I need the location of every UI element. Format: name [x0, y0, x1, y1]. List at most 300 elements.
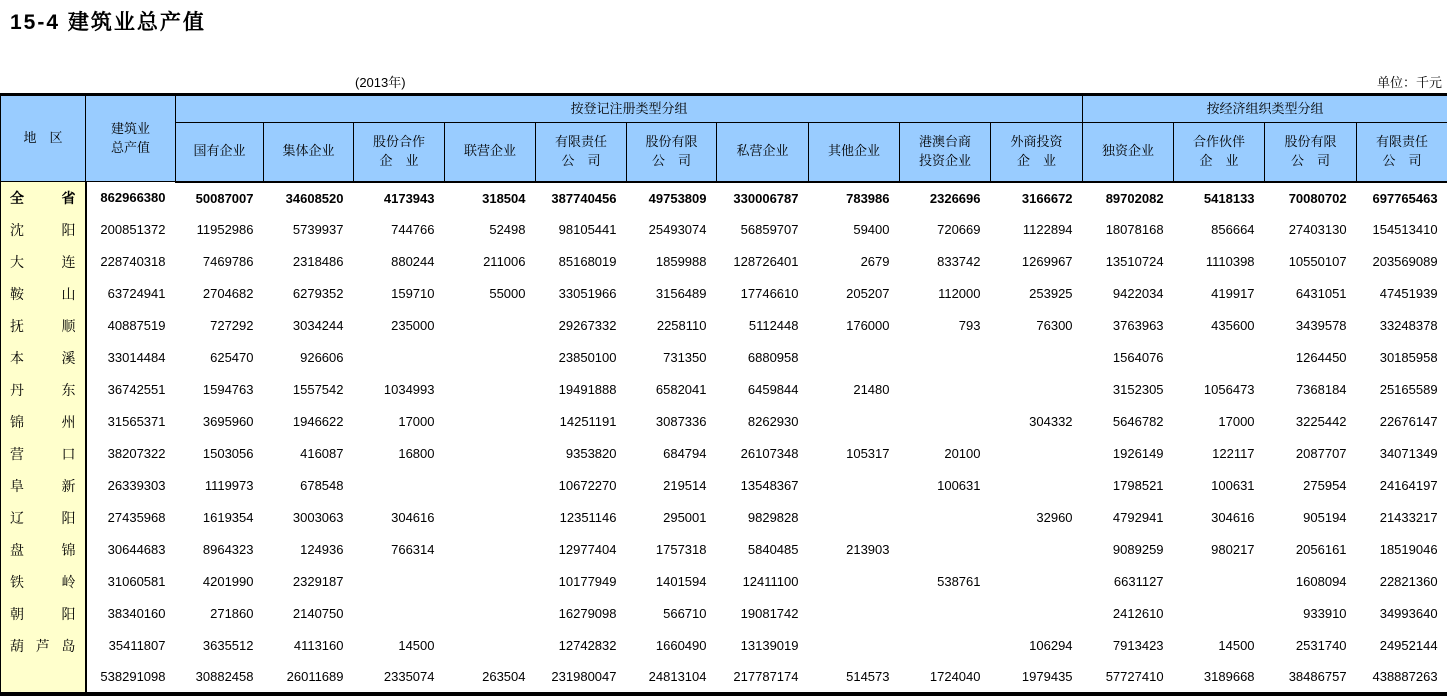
value-cell: 211006: [483, 254, 526, 269]
value-cell: 122117: [1212, 446, 1255, 461]
header-label-line: 企 业: [379, 152, 419, 168]
value-cell: 219514: [663, 478, 707, 493]
value-cell: 684794: [663, 446, 707, 461]
region-char: 营: [10, 445, 24, 462]
header-label-line: 合作伙伴: [1193, 133, 1246, 149]
value-cell: 14251191: [559, 414, 617, 429]
table-row: [1, 470, 1447, 502]
value-cell: 5646782: [1112, 414, 1164, 429]
total-output-column-header: [86, 95, 176, 182]
value-cell: [809, 342, 900, 374]
value-cell: 419917: [1211, 286, 1255, 301]
value-cell: 1564076: [1112, 350, 1164, 365]
value-cell: 1946622: [292, 414, 344, 429]
value-cell: 3034244: [292, 318, 344, 333]
region-name: [1, 508, 85, 528]
region-char: 顺: [61, 317, 76, 334]
value-cell: 3189668: [1203, 669, 1255, 684]
value-cell: 1724040: [929, 669, 981, 684]
value-cell: 33051966: [558, 286, 617, 301]
value-cell: 271860: [210, 606, 254, 621]
region-char: 大: [10, 253, 24, 270]
value-cell: [991, 438, 1083, 470]
column-header-8: [900, 123, 991, 182]
value-cell: 1503056: [202, 446, 254, 461]
value-cell: 25493074: [648, 222, 707, 237]
table-row: [1, 182, 1447, 214]
value-cell: 14500: [1218, 638, 1255, 653]
column-header-9: [991, 123, 1083, 182]
value-cell: 7368184: [1295, 382, 1347, 397]
table-body: [1, 182, 1447, 694]
value-cell: 6431051: [1295, 286, 1347, 301]
value-cell: 720669: [937, 222, 981, 237]
value-cell: 26011689: [286, 669, 344, 684]
page-title: 15-4 建筑业总产值: [10, 11, 206, 34]
region-name: [1, 380, 85, 400]
header-label-line: 股份合作: [372, 133, 425, 149]
region-char: 葫: [10, 637, 24, 654]
value-cell: 57727410: [1105, 669, 1164, 684]
value-cell: 905194: [1303, 510, 1347, 525]
value-cell: 159710: [391, 286, 435, 301]
value-cell: 200851372: [100, 222, 166, 237]
column-header-2: [354, 123, 445, 182]
region-name: [1, 476, 85, 496]
table-row: [1, 502, 1447, 534]
region-cell: [1, 246, 86, 278]
value-cell: 14500: [398, 638, 435, 653]
value-cell: 514573: [846, 669, 890, 684]
value-cell: 50087007: [195, 190, 254, 206]
region-name: [1, 316, 85, 336]
value-cell: 3156489: [655, 286, 707, 301]
region-cell: [1, 598, 86, 630]
value-cell: 1034993: [383, 382, 435, 397]
value-cell: 2318486: [292, 254, 344, 269]
region-char: 朝: [10, 605, 24, 622]
value-cell: [445, 470, 536, 502]
region-cell: [1, 214, 86, 246]
value-cell: 36742551: [107, 382, 166, 397]
value-cell: 731350: [663, 350, 707, 365]
value-cell: 6459844: [747, 382, 799, 397]
table-row: [1, 566, 1447, 598]
header-label-line: 企 业: [1199, 152, 1239, 168]
value-cell: 933910: [1303, 606, 1347, 621]
value-cell: 11952986: [196, 222, 254, 237]
header-label-line: 股份有限: [645, 133, 698, 149]
column-header-12: [1265, 123, 1357, 182]
value-cell: 213903: [846, 542, 890, 557]
value-cell: 24164197: [1379, 478, 1438, 493]
value-cell: 23850100: [558, 350, 617, 365]
table-row: [1, 534, 1447, 566]
value-cell: 6279352: [292, 286, 344, 301]
header-label-line: 按经济组织类型分组: [1206, 100, 1324, 116]
value-cell: [354, 470, 445, 502]
value-cell: 980217: [1211, 542, 1255, 557]
value-cell: 27435968: [107, 510, 166, 525]
value-cell: 30882458: [195, 669, 254, 684]
value-cell: 8262930: [747, 414, 799, 429]
column-header-13: [1357, 123, 1447, 182]
value-cell: 20100: [944, 446, 981, 461]
value-cell: 766314: [391, 542, 435, 557]
header-label-line: 建筑业: [110, 120, 150, 136]
header-label-line: 公 司: [1382, 152, 1422, 168]
header-label-line: 股份有限: [1284, 133, 1337, 149]
value-cell: 32960: [1036, 510, 1073, 525]
value-cell: 1119973: [204, 478, 254, 493]
table-header: [1, 95, 1447, 182]
value-cell: 112000: [938, 286, 981, 301]
value-cell: 70080702: [1288, 190, 1347, 206]
value-cell: 17746610: [740, 286, 799, 301]
region-cell: [1, 438, 86, 470]
value-cell: [809, 502, 900, 534]
value-cell: 1979435: [1021, 669, 1073, 684]
value-cell: 17000: [1218, 414, 1255, 429]
table-row: [1, 598, 1447, 630]
region-cell: [1, 310, 86, 342]
value-cell: 59400: [853, 222, 890, 237]
header-label-line: 总产值: [110, 139, 150, 155]
value-cell: 697765463: [1372, 190, 1438, 206]
region-char: 阜: [10, 477, 24, 494]
value-cell: 4173943: [383, 190, 435, 206]
value-cell: 8964323: [202, 542, 254, 557]
header-label-line: 外商投资: [1010, 133, 1063, 149]
value-cell: 793: [958, 318, 981, 333]
value-cell: 34608520: [285, 190, 344, 206]
value-cell: 203569089: [1372, 254, 1438, 269]
region-char: 沈: [10, 221, 24, 238]
value-cell: 744766: [391, 222, 435, 237]
value-cell: 5840485: [747, 542, 799, 557]
value-cell: 2140750: [292, 606, 344, 621]
value-cell: 438887263: [1372, 669, 1438, 684]
value-cell: 9422034: [1112, 286, 1164, 301]
value-cell: 10550107: [1288, 254, 1347, 269]
value-cell: 5112448: [748, 318, 799, 333]
region-name: [1, 604, 85, 624]
value-cell: [1174, 598, 1265, 630]
value-cell: 3166672: [1021, 190, 1073, 206]
value-cell: 4201990: [202, 574, 254, 589]
value-cell: 30185958: [1379, 350, 1438, 365]
value-cell: 19491888: [558, 382, 617, 397]
value-cell: 4792941: [1112, 510, 1164, 525]
value-cell: 13548367: [740, 478, 799, 493]
value-cell: 47451939: [1379, 286, 1438, 301]
value-cell: 783986: [846, 190, 890, 206]
table-row: [1, 630, 1447, 662]
value-cell: 21433217: [1379, 510, 1438, 525]
value-cell: 2056161: [1295, 542, 1347, 557]
table-row: [1, 310, 1447, 342]
value-cell: 2258110: [656, 318, 707, 333]
group-header-registration-type: [176, 95, 1083, 123]
region-char: 阳: [61, 509, 76, 526]
value-cell: 12977404: [558, 542, 617, 557]
value-cell: 26107348: [740, 446, 799, 461]
value-cell: 3635512: [202, 638, 254, 653]
value-cell: [991, 534, 1083, 566]
value-cell: 76300: [1036, 318, 1073, 333]
value-cell: 2412610: [1112, 606, 1164, 621]
value-cell: 1264450: [1295, 350, 1347, 365]
value-cell: [809, 598, 900, 630]
header-label-line: 港澳台商: [918, 133, 971, 149]
region-char: 岭: [61, 573, 76, 590]
value-cell: [445, 502, 536, 534]
value-cell: 205207: [846, 286, 890, 301]
region-char: 本: [10, 349, 24, 366]
value-cell: [445, 374, 536, 406]
value-cell: 5739937: [292, 222, 344, 237]
table-row: [1, 342, 1447, 374]
value-cell: [991, 342, 1083, 374]
value-cell: 52498: [489, 222, 526, 237]
header-label-line: 地 区: [23, 130, 63, 146]
header-label-line: 有限责任: [1376, 133, 1429, 149]
value-cell: 12742832: [558, 638, 617, 653]
value-cell: 3763963: [1112, 318, 1164, 333]
value-cell: 2335074: [383, 669, 435, 684]
value-cell: 56859707: [740, 222, 799, 237]
value-cell: [354, 598, 445, 630]
region-char: 连: [61, 253, 76, 270]
value-cell: [900, 502, 991, 534]
value-cell: 235000: [391, 318, 435, 333]
table-row: [1, 662, 1447, 694]
value-cell: 31565371: [107, 414, 166, 429]
column-header-3: [445, 123, 536, 182]
value-cell: 926606: [300, 350, 344, 365]
value-cell: 100631: [937, 478, 981, 493]
region-cell: [1, 406, 86, 438]
value-cell: 435600: [1211, 318, 1255, 333]
region-name: [1, 348, 85, 368]
value-cell: 4113160: [293, 638, 344, 653]
value-cell: 1557542: [292, 382, 344, 397]
value-cell: 22676147: [1379, 414, 1438, 429]
value-cell: [445, 342, 536, 374]
column-header-4: [536, 123, 627, 182]
region-char: 溪: [61, 349, 76, 366]
value-cell: 34071349: [1379, 446, 1438, 461]
header-label-line: 联营企业: [463, 143, 516, 159]
region-name: [1, 636, 85, 656]
value-cell: 217787174: [733, 669, 799, 684]
header-label-line: 其他企业: [827, 143, 880, 159]
value-cell: 1401594: [655, 574, 707, 589]
value-cell: 304616: [391, 510, 435, 525]
value-cell: 7913423: [1112, 638, 1164, 653]
header-label-line: 独资企业: [1102, 143, 1155, 159]
value-cell: 7469786: [202, 254, 254, 269]
value-cell: [809, 566, 900, 598]
region-name: [1, 220, 85, 240]
region-char: 抚: [10, 317, 24, 334]
region-cell: [1, 502, 86, 534]
region-name: [1, 284, 85, 304]
value-cell: 40887519: [107, 318, 166, 333]
value-cell: 30644683: [107, 542, 166, 557]
value-cell: [991, 470, 1083, 502]
value-cell: 85168019: [558, 254, 617, 269]
value-cell: 1122894: [1022, 222, 1073, 237]
region-char: 新: [61, 477, 76, 494]
value-cell: [445, 310, 536, 342]
value-cell: 29267332: [558, 318, 617, 333]
value-cell: 35411807: [108, 638, 166, 653]
value-cell: 9353820: [565, 446, 617, 461]
region-cell: [1, 534, 86, 566]
value-cell: 106294: [1029, 638, 1073, 653]
value-cell: 124936: [300, 542, 344, 557]
value-cell: 12351146: [559, 510, 617, 525]
table-row: [1, 374, 1447, 406]
value-cell: [1174, 342, 1265, 374]
value-cell: 727292: [210, 318, 254, 333]
value-cell: 1926149: [1112, 446, 1164, 461]
region-name: [1, 444, 85, 464]
region-name: [1, 540, 85, 560]
value-cell: 26339303: [107, 478, 166, 493]
value-cell: 275954: [1303, 478, 1347, 493]
column-header-0: [176, 123, 264, 182]
value-cell: 3439578: [1295, 318, 1347, 333]
value-cell: 13510724: [1105, 254, 1164, 269]
header-label-line: 公 司: [561, 152, 601, 168]
value-cell: [354, 566, 445, 598]
value-cell: 678548: [300, 478, 344, 493]
value-cell: 2531740: [1295, 638, 1347, 653]
header-label-line: 私营企业: [736, 143, 789, 159]
value-cell: 18078168: [1105, 222, 1164, 237]
value-cell: [991, 566, 1083, 598]
value-cell: [900, 598, 991, 630]
value-cell: [991, 598, 1083, 630]
value-cell: [900, 374, 991, 406]
table-row: [1, 246, 1447, 278]
value-cell: 1757318: [655, 542, 707, 557]
region-column-header: [1, 95, 86, 182]
value-cell: 33248378: [1379, 318, 1438, 333]
value-cell: 98105441: [558, 222, 617, 237]
value-cell: 2329187: [292, 574, 344, 589]
region-char: 口: [61, 445, 76, 462]
value-cell: 49753809: [648, 190, 707, 206]
value-cell: 22821360: [1379, 574, 1438, 589]
region-cell: [1, 566, 86, 598]
value-cell: 253925: [1029, 286, 1073, 301]
value-cell: 25165589: [1379, 382, 1438, 397]
value-cell: 154513410: [1372, 222, 1438, 237]
value-cell: 538761: [937, 574, 981, 589]
value-cell: 538291098: [100, 669, 166, 684]
data-table: [0, 93, 1447, 696]
value-cell: 6880958: [747, 350, 799, 365]
region-char: 丹: [10, 381, 24, 398]
value-cell: [809, 470, 900, 502]
region-name: [1, 188, 85, 208]
region-cell: [1, 182, 86, 214]
header-label-line: 集体企业: [282, 143, 335, 159]
value-cell: 12411100: [742, 574, 799, 589]
value-cell: [445, 406, 536, 438]
value-cell: [354, 342, 445, 374]
region-char: 岛: [61, 637, 76, 654]
value-cell: 6582041: [655, 382, 707, 397]
value-cell: 862966380: [100, 190, 166, 206]
value-cell: 17000: [398, 414, 435, 429]
table-row: [1, 214, 1447, 246]
value-cell: 1660490: [655, 638, 707, 653]
value-cell: [445, 566, 536, 598]
value-cell: 38486757: [1288, 669, 1347, 684]
header-label-line: 投资企业: [918, 152, 971, 168]
value-cell: 38340160: [107, 606, 166, 621]
value-cell: 38207322: [107, 446, 166, 461]
value-cell: [900, 630, 991, 662]
value-cell: 2326696: [929, 190, 981, 206]
column-header-5: [627, 123, 717, 182]
value-cell: 128726401: [733, 254, 799, 269]
header-label-line: 有限责任: [554, 133, 607, 149]
value-cell: 16800: [398, 446, 435, 461]
value-cell: 31060581: [107, 574, 166, 589]
value-cell: 330006787: [733, 190, 799, 206]
column-header-7: [809, 123, 900, 182]
table-row: [1, 438, 1447, 470]
table-row: [1, 278, 1447, 310]
region-char: 盘: [10, 541, 24, 558]
value-cell: 228740318: [100, 254, 166, 269]
region-cell: [1, 662, 86, 694]
table-row: [1, 406, 1447, 438]
value-cell: 19081742: [740, 606, 799, 621]
region-cell: [1, 630, 86, 662]
value-cell: 2704682: [202, 286, 254, 301]
value-cell: 27403130: [1288, 222, 1347, 237]
region-char: 辽: [10, 509, 24, 526]
value-cell: 3695960: [202, 414, 254, 429]
value-cell: 10672270: [558, 478, 617, 493]
value-cell: 3087336: [655, 414, 707, 429]
value-cell: 5418133: [1203, 190, 1255, 206]
header-label-line: 公 司: [651, 152, 691, 168]
value-cell: [809, 406, 900, 438]
value-cell: [445, 630, 536, 662]
region-name: [1, 252, 85, 272]
value-cell: 63724941: [107, 286, 166, 301]
value-cell: 176000: [846, 318, 890, 333]
region-char: 铁: [10, 573, 24, 590]
value-cell: 3152305: [1112, 382, 1164, 397]
region-cell: [1, 470, 86, 502]
header-label-line: 按登记注册类型分组: [570, 100, 688, 116]
value-cell: 1619354: [202, 510, 254, 525]
value-cell: 2087707: [1295, 446, 1347, 461]
region-char: 锦: [61, 541, 76, 558]
column-header-1: [264, 123, 354, 182]
value-cell: 9089259: [1112, 542, 1164, 557]
value-cell: 24813104: [648, 669, 707, 684]
value-cell: 1859988: [655, 254, 707, 269]
